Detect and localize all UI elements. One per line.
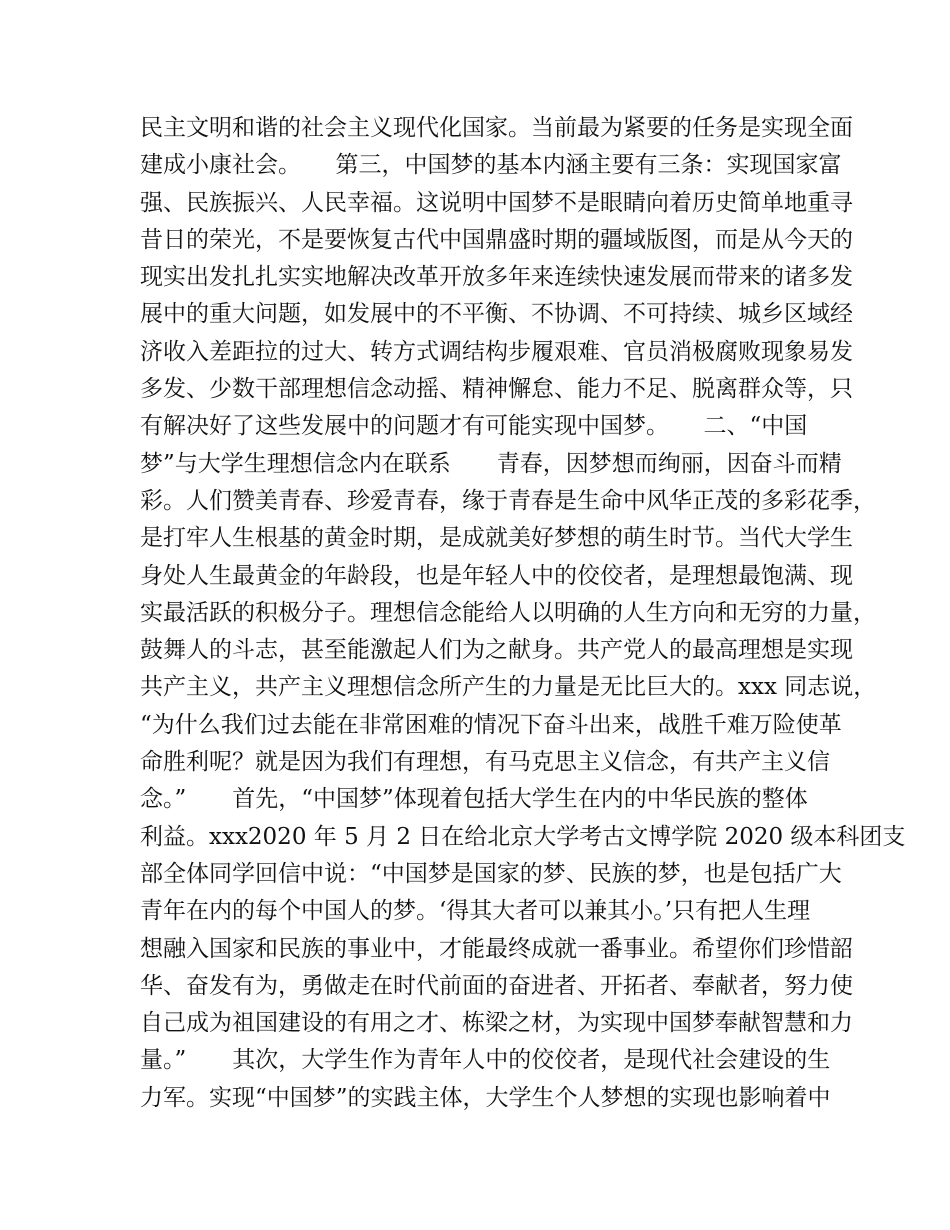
text-line: 强、民族振兴、人民幸福。这说明中国梦不是眼睛向着历史简单地重寻	[140, 189, 853, 216]
text-line: 展中的重大问题，如发展中的不平衡、不协调、不可持续、城乡区域经	[140, 301, 853, 328]
text-line: 身处人生最黄金的年龄段，也是年轻人中的佼佼者，是理想最饱满、现	[140, 562, 853, 589]
text-line: 共产主义，共产主义理想信念所产生的力量是无比巨大的。xxx 同志说，	[140, 674, 877, 701]
text-line: 部全体同学回信中说：“中国梦是国家的梦、民族的梦，也是包括广大	[140, 860, 842, 887]
text-line: 自己成为祖国建设的有用之才、栋梁之材，为实现中国梦奉献智慧和力	[140, 1010, 853, 1037]
text-line: 量。” 其次，大学生作为青年人中的佼佼者，是现代社会建设的生	[140, 1047, 831, 1074]
text-line: 建成小康社会。 第三，中国梦的基本内涵主要有三条：实现国家富	[140, 152, 842, 179]
text-line: 现实出发扎扎实实地解决改革开放多年来连续快速发展而带来的诸多发	[140, 264, 853, 291]
text-line: 昔日的荣光，不是要恢复古代中国鼎盛时期的疆域版图，而是从今天的	[140, 226, 853, 253]
text-line: 命胜利呢？就是因为我们有理想，有马克思主义信念，有共产主义信	[140, 749, 830, 776]
text-line: 是打牢人生根基的黄金时期，是成就美好梦想的萌生时节。当代大学生	[140, 525, 853, 552]
text-line: 济收入差距拉的过大、转方式调结构步履艰难、官员消极腐败现象易发	[140, 338, 853, 365]
text-line: 念。” 首先，“中国梦”体现着包括大学生在内的中华民族的整体	[140, 786, 808, 813]
text-line: 力军。实现“中国梦”的实践主体，大学生个人梦想的实现也影响着中	[140, 1084, 831, 1111]
text-line: 华、奋发有为，勇做走在时代前面的奋进者、开拓者、奉献者，努力使	[140, 972, 853, 999]
text-line: 彩。人们赞美青春、珍爱青春，缘于青春是生命中风华正茂的多彩花季，	[140, 487, 876, 514]
body-text	[140, 110, 906, 1117]
text-line: 实最活跃的积极分子。理想信念能给人以明确的人生方向和无穷的力量，	[140, 599, 876, 626]
text-line: 梦”与大学生理想信念内在联系 青春，因梦想而绚丽，因奋斗而精	[140, 450, 842, 477]
text-line: 想融入国家和民族的事业中，才能最终成就一番事业。希望你们珍惜韶	[140, 935, 853, 962]
text-line: 民主文明和谐的社会主义现代化国家。当前最为紧要的任务是实现全面	[140, 115, 853, 141]
text-line: 有解决好了这些发展中的问题才有可能实现中国梦。 二、“中国	[140, 413, 808, 440]
text-line: 多发、少数干部理想信念动摇、精神懈怠、能力不足、脱离群众等，只	[140, 376, 853, 403]
text-line: “为什么我们过去能在非常困难的情况下奋斗出来，战胜千难万险使革	[140, 711, 842, 738]
text-line: 利益。xxx2020 年 5 月 2 日在给北京大学考古文博学院 2020 级本科团支	[140, 823, 906, 850]
text-line: 鼓舞人的斗志，甚至能激起人们为之献身。共产党人的最高理想是实现	[140, 637, 853, 664]
text-line: 青年在内的每个中国人的梦。‘得其大者可以兼其小。’只有把人生理	[140, 898, 811, 925]
